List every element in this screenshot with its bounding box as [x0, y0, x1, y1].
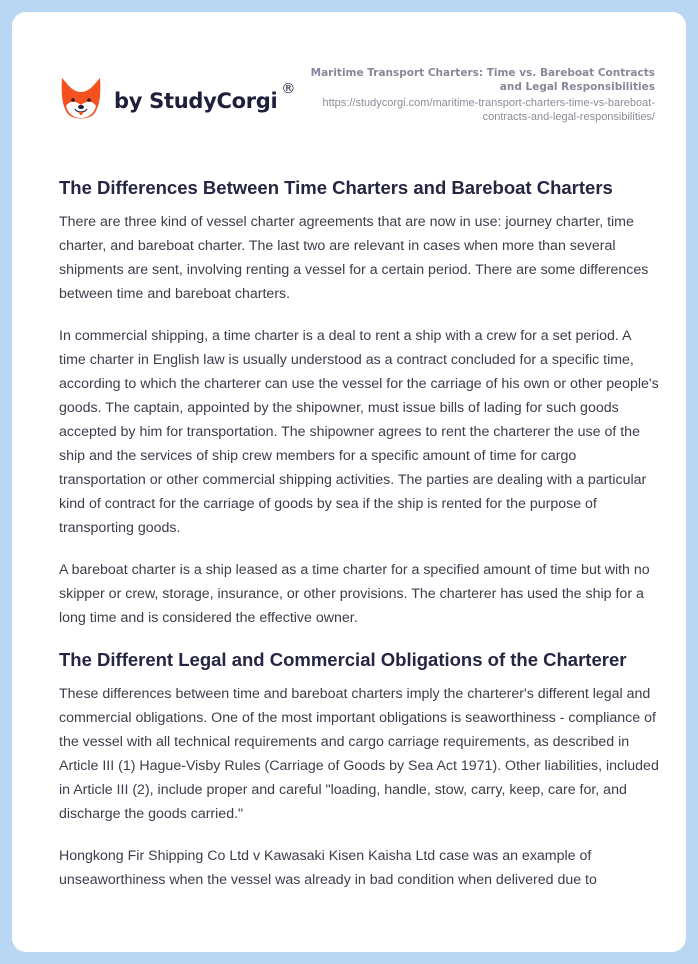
section-obligations — [59, 648, 659, 892]
section-heading: The Different Legal and Commercial Obligations of the Charterer — [59, 649, 627, 670]
paragraph: A bareboat charter is a ship leased as a time charter for a specified amount of time but with no skipper or crew, storage, insurance, or other provisions. The charterer has used the ship for a long time and is considered the effective owner. — [59, 562, 650, 626]
document-title: Maritime Transport Charters: Time vs. Bareboat Contracts and Legal Responsibilities — [310, 67, 655, 93]
corgi-logo-icon — [60, 76, 102, 122]
document-meta — [295, 66, 655, 124]
document-url[interactable]: https://studycorgi.com/maritime-transport-charters-time-vs-bareboat-contracts-and-legal-responsibilities/ — [322, 97, 655, 123]
paragraph: In commercial shipping, a time charter is a deal to rent a ship with a crew for a set period. A time charter in English law is usually understood as a contract concluded for a specific time, according to which the charterer can use the vessel for the carriage of his own or other people's goods. The captain, appointed by the shipowner, must issue bills of lading for such goods accepted by him for transportation. The shipowner agrees to rent the charterer the use of the ship and the services of ship crew members for a specific amount of time for cargo transportation or other commercial shipping activities. The parties are dealing with a particular kind of contract for the carriage of goods by sea if the ship is rented for the purpose of transporting goods. — [59, 328, 659, 536]
paragraph: There are three kind of vessel charter agreements that are now in use: journey charter, time charter, and bareboat charter. The last two are relevant in cases when more than several shipments are sent, involving renting a vessel for a certain period. There are some differences between time and bareboat charters. — [59, 214, 649, 302]
studycorgi-logo[interactable] — [60, 76, 295, 122]
document-header — [12, 12, 686, 152]
section-heading: The Differences Between Time Charters and Bareboat Charters — [59, 177, 613, 198]
paragraph: Hongkong Fir Shipping Co Ltd v Kawasaki Kisen Kaisha Ltd case was an example of unseaworthiness when the vessel was already in bad condition when delivered due to — [59, 848, 597, 888]
article-body — [59, 176, 659, 910]
registered-mark: ® — [281, 81, 296, 97]
section-differences — [59, 176, 659, 630]
logo-text: by StudyCorgi — [114, 89, 278, 113]
paragraph: These differences between time and bareboat charters imply the charterer's different legal and commercial obligations. One of the most important obligations is seaworthiness - compliance of the vessel with all technical requirements and cargo carriage requirements, as described in Article III (1) Hague-Visby Rules (Carriage of Goods by Sea Act 1971). Other liabilities, included in Article III (2), include proper and careful "loading, handle, stow, carry, keep, care for, and discharge the goods carried." — [59, 686, 659, 822]
document-card — [12, 12, 686, 952]
